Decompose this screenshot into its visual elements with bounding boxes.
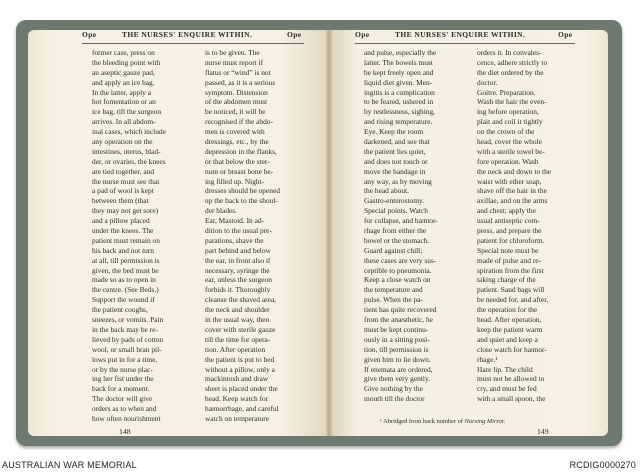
text-line: The doctor will give — [92, 394, 153, 404]
text-line: with a small spoon, the — [477, 394, 546, 404]
text-line: rhage.¹ — [477, 354, 498, 364]
text-line: cover with sterile gauze — [205, 324, 276, 334]
text-line: the patient coughs, — [92, 305, 148, 315]
text-line: der blades. — [205, 206, 238, 216]
left-header-section: Ope — [82, 30, 97, 39]
text-line: nurse must report if — [205, 57, 264, 67]
text-line: inal cases, which include — [92, 127, 166, 137]
text-line: forbids it. Thoroughly — [205, 285, 271, 295]
text-line: for collapse, and hæmor- — [364, 216, 438, 226]
text-line: num or breast bone be- — [205, 166, 274, 176]
text-line: symptom. Distension — [205, 87, 268, 97]
text-line: given him to lie down. — [364, 354, 431, 364]
footnote — [380, 418, 505, 425]
text-line: part behind and below — [205, 245, 271, 255]
text-line: Hare lip. The child — [477, 364, 533, 374]
left-page-header — [82, 30, 304, 39]
text-line: Guard against chill; — [364, 245, 423, 255]
text-line: cence, adhere strictly to — [477, 57, 548, 67]
text-line: ceptible to pneumonia. — [364, 265, 432, 275]
text-line: orders as to when and — [92, 404, 157, 414]
text-line: is to be given. The — [205, 48, 260, 57]
text-line: rhage from either the — [364, 226, 427, 236]
text-line: on the crown of the — [477, 127, 535, 137]
text-line: men is covered with — [205, 127, 265, 137]
text-line: orders it. In convales- — [477, 48, 542, 57]
text-line: of the abdomen must — [205, 97, 268, 107]
left-page-number: 148 — [119, 427, 131, 436]
text-line: sheet is placed under the — [205, 384, 278, 394]
text-line: pulse. When the pa- — [364, 295, 423, 305]
text-line: latter. The bowels must — [364, 57, 433, 67]
text-line: must be kept continu- — [364, 324, 429, 334]
text-line: dressings, etc., by the — [205, 137, 269, 147]
text-line: sneezes, or vomits. Pain — [92, 315, 164, 325]
text-line: shave off the hair in the — [477, 186, 547, 196]
text-line: axillae, and on the arms — [477, 196, 548, 206]
text-line: give them very gently. — [364, 374, 431, 384]
left-header-section-right: Ope — [287, 30, 302, 39]
text-line: passed, as it is a serious — [205, 77, 276, 87]
text-line: these cases are very sus- — [364, 255, 437, 265]
text-line: Special points. Watch — [364, 206, 428, 216]
text-line: liquid diet given. Men- — [364, 77, 433, 87]
text-line: how often nourishment — [92, 413, 161, 423]
text-line: and pulse, especially the — [364, 48, 437, 57]
text-line: patient. Sand bags will — [477, 285, 545, 295]
text-line: Support the wound if — [92, 295, 155, 305]
text-line: and rising temperature. — [364, 117, 433, 127]
text-line: between them (that — [92, 196, 149, 206]
text-line: Keep a close watch on — [364, 275, 431, 285]
text-line: the patient lies quiet, — [364, 146, 426, 156]
text-line: the neck and down to the — [477, 166, 552, 176]
text-line: and quiet and keep a — [477, 334, 538, 344]
text-line: the neck and shoulder — [205, 305, 270, 315]
footnote-text: ¹ Abridged from back number of — [380, 418, 464, 425]
text-line: Special note must be — [477, 245, 539, 255]
text-line: from the anæsthetic, he — [364, 315, 433, 325]
text-line: If enemata are ordered, — [364, 364, 433, 374]
text-line: keep the patient warm — [477, 324, 543, 334]
text-line: the bleeding point with — [92, 57, 161, 67]
text-line: be kept freely open and — [364, 67, 434, 77]
text-line: at all, till permission is — [92, 255, 160, 265]
text-line: hot fomentation or an — [92, 97, 156, 107]
text-line: must not be allowed to — [477, 374, 545, 384]
text-line: spiration from the first — [477, 265, 544, 275]
text-line: head, cover the whole — [477, 137, 542, 147]
text-line: dition to the usual pre- — [205, 226, 272, 236]
text-line: former case, press on — [92, 48, 155, 57]
text-line: made so as to open in — [92, 275, 156, 285]
text-line: depression in the flanks, — [205, 146, 277, 156]
text-line: cry, and must be fed — [477, 384, 537, 394]
text-line: press, and prepare the — [477, 226, 542, 236]
text-line: till the time for opera- — [205, 334, 271, 344]
text-line: ing before operation, — [477, 107, 539, 117]
text-line: any operation on the — [92, 137, 153, 147]
text-line: lieved by pads of cotton — [92, 334, 164, 344]
text-line: ear, unless the surgeon — [205, 275, 272, 285]
text-line: patient must remain on — [92, 235, 160, 245]
text-line: bowel or the stomach. — [364, 235, 430, 245]
text-line: the operation for the — [477, 305, 538, 315]
text-line: with a sterile towel be- — [477, 146, 545, 156]
text-line: in the back may be re- — [92, 324, 158, 334]
text-line: intestines, uterus, blad- — [92, 146, 161, 156]
right-header-title: THE NURSES' ENQUIRE WITHIN. — [395, 30, 526, 39]
text-line: parations, shave the — [205, 235, 264, 245]
text-line: doctor. — [477, 77, 498, 87]
text-line: lows put in for a time, — [92, 354, 158, 364]
text-line: Give nothing by the — [364, 384, 423, 394]
text-line: Goitre. Preparation. — [477, 87, 536, 97]
text-line: usual antiseptic com- — [477, 216, 540, 226]
text-line: taking charge of the — [477, 275, 536, 285]
text-line: they may not get sore) — [92, 206, 159, 216]
text-line: ice bag, till the surgeon — [92, 107, 162, 117]
text-line: fore operation. Wash — [477, 156, 539, 166]
text-line: tion. After operation — [205, 344, 266, 354]
archive-credit: AUSTRALIAN WAR MEMORIAL — [2, 460, 137, 470]
text-line: darkened, and see that — [364, 137, 430, 147]
text-line: ously in a sitting posi- — [364, 334, 430, 344]
text-line: flatus or “wind” is not — [205, 67, 271, 77]
text-line: move the bandage in — [364, 166, 426, 176]
text-line: head. After operation, — [477, 315, 542, 325]
text-line: up the back to the shoul- — [205, 196, 278, 206]
text-line: be needed for, and after, — [477, 295, 549, 305]
left-header-title: THE NURSES' ENQUIRE WITHIN. — [122, 30, 253, 39]
text-line: cleanse the shaved area, — [205, 295, 276, 305]
text-line: the head about. — [364, 186, 409, 196]
text-line: mouth till the doctor — [364, 394, 425, 404]
text-line: necessary, syringe the — [205, 265, 270, 275]
right-page-number: 149 — [537, 427, 549, 436]
text-line: by restlessness, sighing, — [364, 107, 436, 117]
text-line: the diet ordered by the — [477, 67, 544, 77]
right-page-column-1 — [364, 48, 471, 404]
text-line: Gastro-enterostomy. — [364, 196, 425, 206]
text-line: watch on temperature — [205, 413, 270, 423]
text-line: ing filled up. Night- — [205, 176, 265, 186]
book-gutter — [326, 30, 332, 436]
text-line: In the latter, apply a — [92, 87, 152, 97]
text-line: and chest; apply the — [477, 206, 536, 216]
text-line: tient has quite recovered — [364, 305, 437, 315]
left-page-column-1 — [92, 48, 209, 424]
text-line: waist with ether soap, — [477, 176, 542, 186]
text-line: close watch for hæmor- — [477, 344, 547, 354]
text-line: patient for chloroform. — [477, 235, 545, 245]
left-page-column-2 — [205, 48, 322, 424]
text-line: back for a moment. — [92, 384, 150, 394]
text-line: and a pillow placed — [92, 216, 150, 226]
text-line: hæmorrhage, and careful — [205, 404, 279, 414]
footnote-source: Nursing Mirror. — [464, 418, 506, 425]
text-line: a pad of wool is kept — [92, 186, 154, 196]
text-line: the nurse must see that — [92, 176, 160, 186]
text-line: and apply an ice bag. — [92, 77, 155, 87]
right-header-rule — [355, 43, 575, 44]
right-header-section-right: Ope — [558, 30, 573, 39]
text-line: his back and not turn — [92, 245, 154, 255]
text-line: without a pillow, only a — [205, 364, 275, 374]
text-line: recognised if the abdo- — [205, 117, 273, 127]
right-header-section: Ope — [355, 30, 370, 39]
text-line: the patient is put to bed — [205, 354, 275, 364]
text-line: made of pulse and re- — [477, 255, 542, 265]
text-line: under the knees. The — [92, 226, 154, 236]
text-line: ingitis is a complication — [364, 87, 435, 97]
text-line: Eye. Keep the room — [364, 127, 424, 137]
right-page-column-2 — [477, 48, 577, 404]
text-line: wool, or small bran pil- — [92, 344, 162, 354]
text-line: or that below the ster- — [205, 156, 270, 166]
text-line: be noticed, it will be — [205, 107, 266, 117]
right-page-header — [355, 30, 577, 39]
text-line: head. Keep watch for — [205, 394, 269, 404]
text-line: arrives. In all abdom- — [92, 117, 156, 127]
text-line: Wash the hair the even- — [477, 97, 547, 107]
text-line: der, or ovaries, the knees — [92, 156, 166, 166]
text-line: ing her fist under the — [92, 374, 154, 384]
text-line: dresses should be opened — [205, 186, 280, 196]
text-line: or by the nurse plac- — [92, 364, 153, 374]
text-line: Ear, Mastoid. In ad- — [205, 216, 265, 226]
text-line: in the usual way, then — [205, 315, 270, 325]
text-line: an aseptic gauze pad, — [92, 67, 155, 77]
text-line: given, the bed must be — [92, 265, 159, 275]
text-line: are tied together, and — [92, 166, 155, 176]
archive-reference-id: RCDIG0000270 — [569, 460, 636, 470]
text-line: to be feared, ushered in — [364, 97, 434, 107]
left-header-rule — [82, 43, 304, 44]
text-line: the ear, in front also if — [205, 255, 271, 265]
text-line: and does not touch or — [364, 156, 428, 166]
text-line: any way, as by moving — [364, 176, 432, 186]
text-line: the centre. (See Beds.) — [92, 285, 159, 295]
text-line: tion, till permission is — [364, 344, 429, 354]
text-line: plait and coil it tightly — [477, 117, 543, 127]
text-line: the temperature and — [364, 285, 423, 295]
text-line: mackintosh and draw — [205, 374, 269, 384]
